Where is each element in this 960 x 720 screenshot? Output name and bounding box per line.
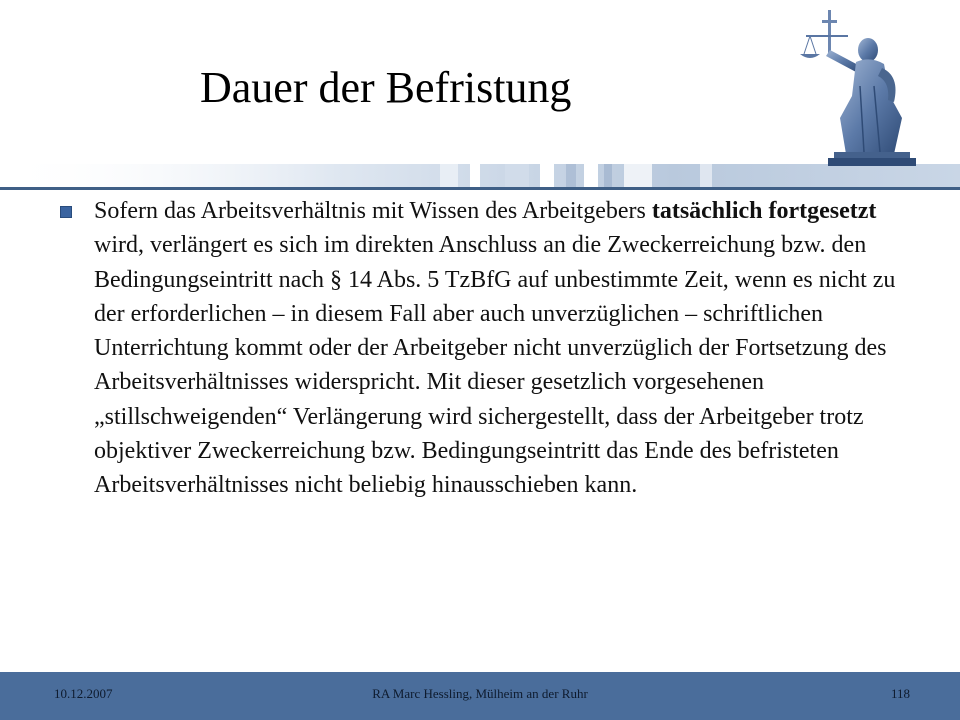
footer (0, 672, 960, 720)
bullet-item (60, 194, 910, 503)
bullet-text-part2: wird, verlängert es sich im direkten Anschluss an die Zweckerreichung bzw. den Bedingungseintritt nach § 14 Abs. 5 TzBfG auf unbestimmte Zeit, wenn es nicht zu der erforderlichen – in diesem Fall aber auch unverzüglichen – schriftlichen Unterrichtung kommt oder der Arbeitgeber nicht unverzüglich der Fortsetzung des Arbeitsverhältnisses widerspricht. Mit dieser gesetzlich vorgesehenen „stillschweigenden“ Verlängerung wird sichergestellt, dass der Arbeitgeber trotz objektiver Zweckerreichung bzw. Bedingungseintritt das Ende des befristeten Arbeitsverhältnisses nicht beliebig hinausschieben kann. (94, 232, 896, 499)
square-bullet-icon (60, 206, 72, 218)
header-rule (0, 187, 960, 190)
footer-page-number: 118 (890, 686, 910, 701)
bullet-text-part1: Sofern das Arbeitsverhältnis mit Wissen des Arbeitgebers (94, 198, 652, 224)
footer-date: 10.12.2007 (54, 686, 113, 701)
slide-content (60, 194, 910, 503)
bullet-text-bold: tatsächlich fortgesetzt (651, 198, 877, 224)
justitia-statue-icon (790, 6, 940, 168)
slide-title: Dauer der Befristung (200, 63, 572, 112)
footer-author: RA Marc Hessling, Mülheim an der Ruhr (372, 686, 588, 701)
bullet-text (94, 194, 910, 503)
